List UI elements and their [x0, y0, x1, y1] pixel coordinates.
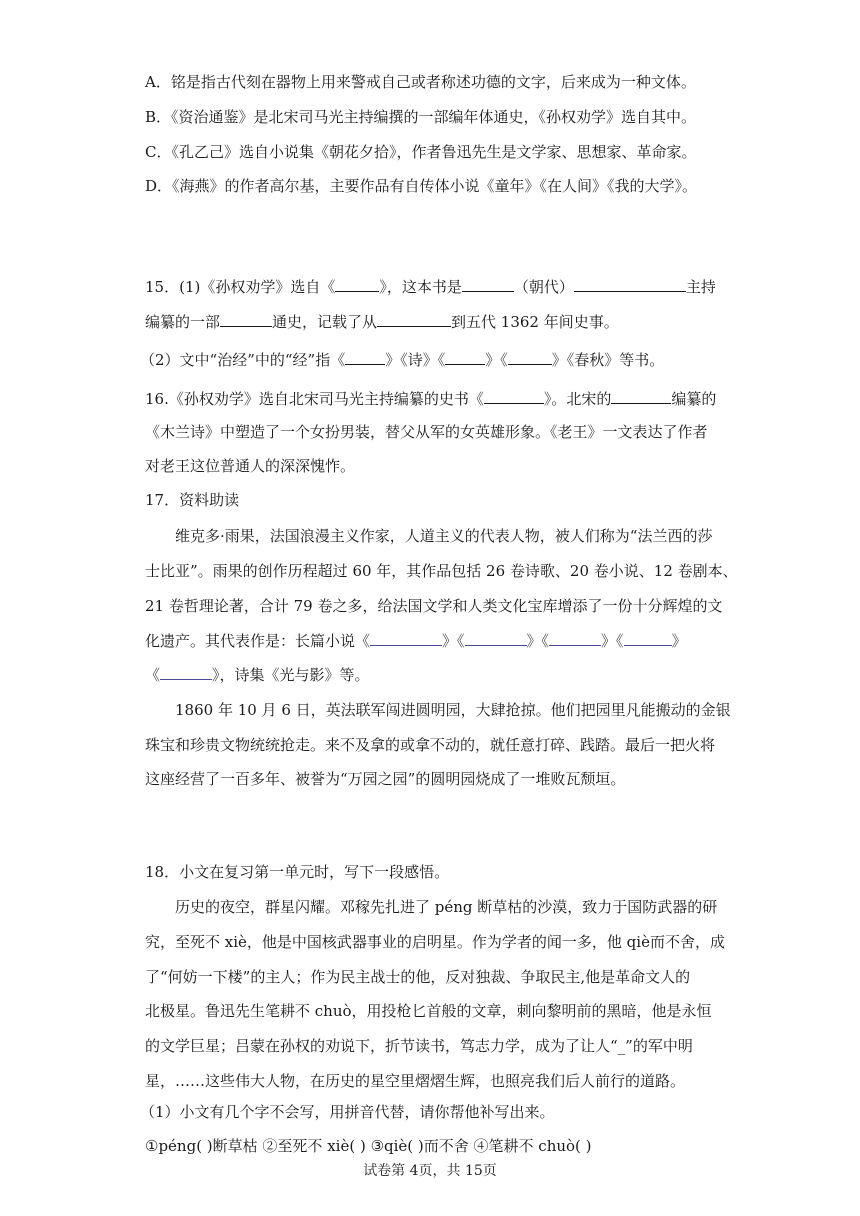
- q17-para1-line5: 《 》，诗集《光与影》等。: [145, 666, 370, 684]
- answer-blank[interactable]: [335, 276, 379, 292]
- q18-passage-line2: 究，至死不 xiè，他是中国核武器事业的启明星。作为学者的闻一多，他 qiè而不舍，成: [145, 933, 725, 951]
- q15-line2: 编纂的一部 通史，记载了从 到五代 1362 年间史事。: [145, 313, 619, 331]
- q18-passage-line6: 星，……这些伟大人物，在历史的星空里熠熠生辉，也照亮我们后人前行的道路。: [145, 1072, 686, 1090]
- answer-blank[interactable]: [377, 311, 451, 327]
- q17-para2-line2: 珠宝和珍贵文物统统抢走。来不及拿的或拿不动的，就任意打碎、践踏。最后一把火将: [145, 736, 716, 754]
- answer-blank[interactable]: [549, 630, 601, 646]
- q16-line2: 《木兰诗》中塑造了一个女扮男装，替父从军的女英雄形象。《老王》一文表达了作者: [145, 423, 708, 441]
- page-footer: 试卷第 4页，共 15页: [363, 1163, 497, 1179]
- answer-blank[interactable]: [462, 276, 514, 292]
- q16-line3: 对老王这位普通人的深深愧怍。: [145, 457, 356, 475]
- answer-blank[interactable]: [345, 349, 385, 365]
- option-d: D．《海燕》的作者高尔基，主要作品有自传体小说《童年》《在人间》《我的大学》。: [145, 177, 698, 195]
- answer-blank[interactable]: [370, 630, 442, 646]
- q17-para1-line3: 21 卷哲理论著，合计 79 卷之多，给法国文学和人类文化宝库增添了一份十分辉煌的文: [145, 597, 723, 615]
- option-c: C．《孔乙己》选自小说集《朝花夕拾》，作者鲁迅先生是文学家、思想家、革命家。: [145, 143, 697, 161]
- q18-sub1: （1）小文有几个字不会写，用拼音代替，请你帮他补写出来。: [140, 1103, 555, 1121]
- answer-blank[interactable]: [220, 311, 272, 327]
- q18-passage-line1: 历史的夜空，群星闪耀。邓稼先扎进了 péng 断草枯的沙漠，致力于国防武器的研: [175, 898, 718, 916]
- q17-title: 17．资料助读: [145, 491, 240, 509]
- q16-line1: 16.《孙权劝学》选自北宋司马光主持编纂的史书《 》。北宋的 编纂的: [145, 390, 717, 408]
- q15-sub2: （2）文中“治经”中的“经”指《 》《诗》《 》《 》《春秋》等书。: [140, 351, 665, 369]
- q18-passage-line3: 了“何妨一下楼”的主人；作为民主战士的他，反对独裁、争取民主,他是革命文人的: [145, 968, 691, 986]
- answer-blank[interactable]: [160, 664, 212, 680]
- answer-blank[interactable]: [624, 630, 672, 646]
- option-b: B．《资治通鉴》是北宋司马光主持编撰的一部编年体通史，《孙权劝学》选自其中。: [145, 108, 697, 126]
- answer-blank[interactable]: [484, 388, 544, 404]
- q17-para1-line1: 维克多·雨果，法国浪漫主义作家，人道主义的代表人物，被人们称为“法兰西的莎: [175, 527, 713, 545]
- q17-para1-line2: 士比亚”。雨果的创作历程超过 60 年，其作品包括 26 卷诗歌、20 卷小说、12 卷剧本、: [145, 562, 738, 580]
- answer-blank[interactable]: [445, 349, 485, 365]
- answer-blank[interactable]: [465, 630, 527, 646]
- option-a: A．铭是指古代刻在器物上用来警戒自己或者称述功德的文字，后来成为一种文体。: [145, 73, 696, 91]
- q17-para1-line4: 化遗产。其代表作是：长篇小说《 》《 》《 》《 》: [145, 632, 687, 650]
- q18-passage-line5: 的文学巨星；吕蒙在孙权的劝说下，折节读书，笃志力学，成为了让人“_”的军中明: [145, 1037, 693, 1055]
- q18-title: 18．小文在复习第一单元时，写下一段感悟。: [145, 863, 450, 881]
- q15-line1: 15．(1)《孙权劝学》选自《 》，这本书是 （朝代） 主持: [145, 278, 716, 296]
- answer-blank[interactable]: [508, 349, 552, 365]
- q18-fill-blanks[interactable]: ①péng( )断草枯 ②至死不 xiè( ) ③qiè( )而不舍 ④笔耕不 chuò( ): [145, 1137, 592, 1155]
- answer-blank[interactable]: [611, 388, 671, 404]
- q17-para2-line3: 这座经营了一百多年、被誉为“万园之园”的圆明园烧成了一堆败瓦颓垣。: [145, 770, 626, 788]
- answer-blank[interactable]: [574, 276, 686, 292]
- q18-passage-line4: 北极星。鲁迅先生笔耕不 chuò，用投枪匕首般的文章，刺向黎明前的黑暗，他是永恒: [145, 1002, 712, 1020]
- q17-para2-line1: 1860 年 10 月 6 日，英法联军闯进圆明园，大肆抢掠。他们把园里凡能搬动的金银: [175, 701, 731, 719]
